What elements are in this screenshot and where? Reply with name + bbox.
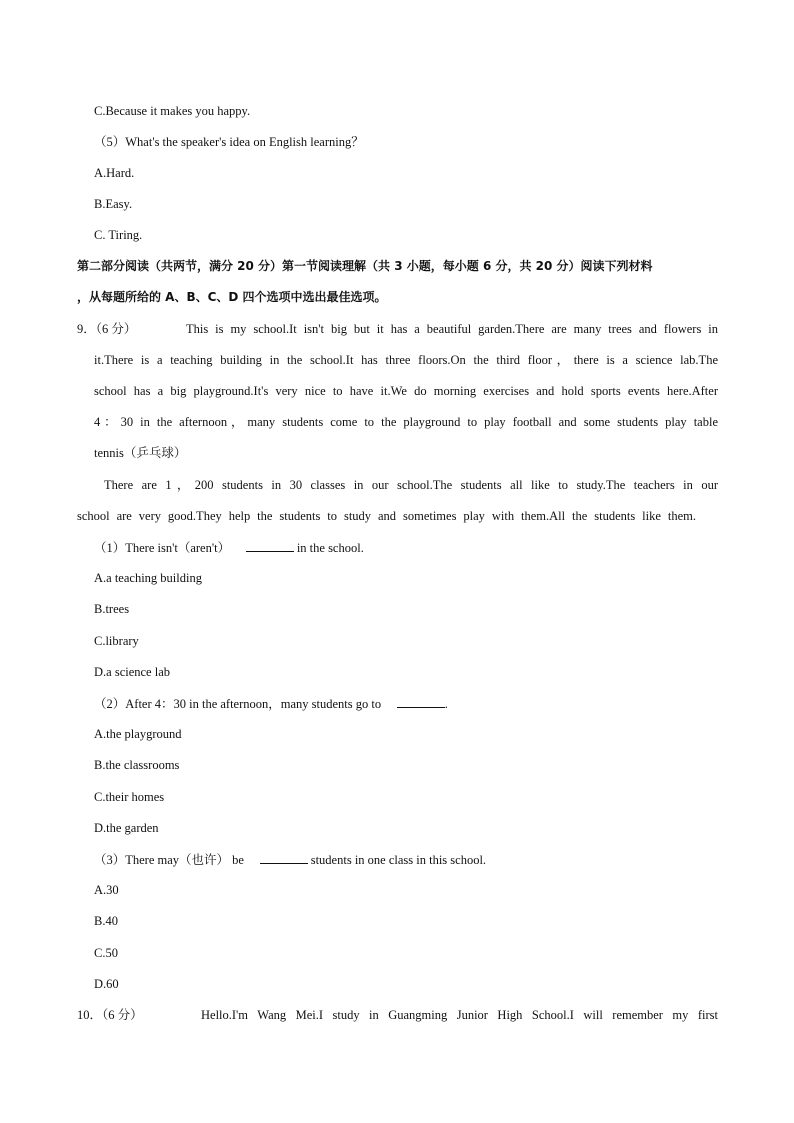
sub-question-text: . bbox=[444, 697, 448, 711]
option-b: B.Easy. bbox=[94, 197, 133, 211]
answer-blank bbox=[260, 851, 308, 864]
passage-line: tennis（乒乓球） bbox=[94, 446, 187, 460]
passage-line: school are very good.They help the students to study and sometimes play with them.All the students like them. bbox=[77, 509, 696, 523]
passage-line: it.There is a teaching building in the school.It has three floors.On the third floor，there is a science lab.The bbox=[94, 353, 718, 367]
option-c: C.their homes bbox=[94, 790, 165, 804]
option-a: A.Hard. bbox=[94, 166, 135, 180]
sub-question-2 bbox=[94, 695, 448, 712]
sub-question-1 bbox=[94, 539, 364, 556]
sub-question-text: in the school. bbox=[296, 541, 364, 555]
option-b: B.the classrooms bbox=[94, 758, 180, 772]
option-b: B.trees bbox=[94, 602, 130, 616]
passage-line: There are 1，200 students in 30 classes in our school.The students all like to study.The teachers in our bbox=[104, 478, 718, 492]
answer-blank bbox=[246, 539, 294, 552]
option-d: D.a science lab bbox=[94, 665, 171, 679]
passage-line: school has a big playground.It's very nice to have it.We do morning exercises and hold sports events here.After bbox=[94, 384, 718, 398]
option-a: A.a teaching building bbox=[94, 571, 202, 585]
sub-question-text: （1）There isn't（aren't） bbox=[94, 541, 231, 555]
option-c: C.Because it makes you happy. bbox=[94, 104, 251, 118]
sub-question-text: students in one class in this school. bbox=[310, 853, 487, 867]
sub-question-text: （3）There may（也许） be bbox=[94, 853, 244, 867]
option-c: C.library bbox=[94, 634, 139, 648]
section-heading-line-2: ，从每题所给的 A、B、C、D 四个选项中选出最佳选项。 bbox=[77, 290, 387, 304]
option-d: D.60 bbox=[94, 977, 119, 991]
sub-question-3 bbox=[94, 851, 486, 868]
option-a: A.the playground bbox=[94, 727, 182, 741]
passage-line: Hello.I'm Wang Mei.I study in Guangming Junior High School.I will remember my first bbox=[201, 1008, 718, 1022]
option-a: A.30 bbox=[94, 883, 119, 897]
passage-line: This is my school.It isn't big but it has a beautiful garden.There are many trees and flowers in bbox=[186, 322, 718, 336]
passage-line: 4：30 in the afternoon，many students come to the playground to play football and some students play table bbox=[94, 415, 718, 429]
sub-question-text: （2）After 4：30 in the afternoon，many students go to bbox=[94, 697, 382, 711]
option-c: C. Tiring. bbox=[94, 228, 143, 242]
question-10-number: 10．（6 分） bbox=[77, 1008, 143, 1022]
question-9-number: 9．（6 分） bbox=[77, 322, 137, 336]
section-heading-line-1: 第二部分阅读（共两节，满分 20 分）第一节阅读理解（共 3 小题，每小题 6 分，共 20 分）阅读下列材料 bbox=[77, 259, 653, 273]
option-d: D.the garden bbox=[94, 821, 159, 835]
answer-blank bbox=[397, 695, 445, 708]
option-b: B.40 bbox=[94, 914, 118, 928]
question-5: （5）What's the speaker's idea on English learning？ bbox=[94, 135, 364, 149]
option-c: C.50 bbox=[94, 946, 118, 960]
